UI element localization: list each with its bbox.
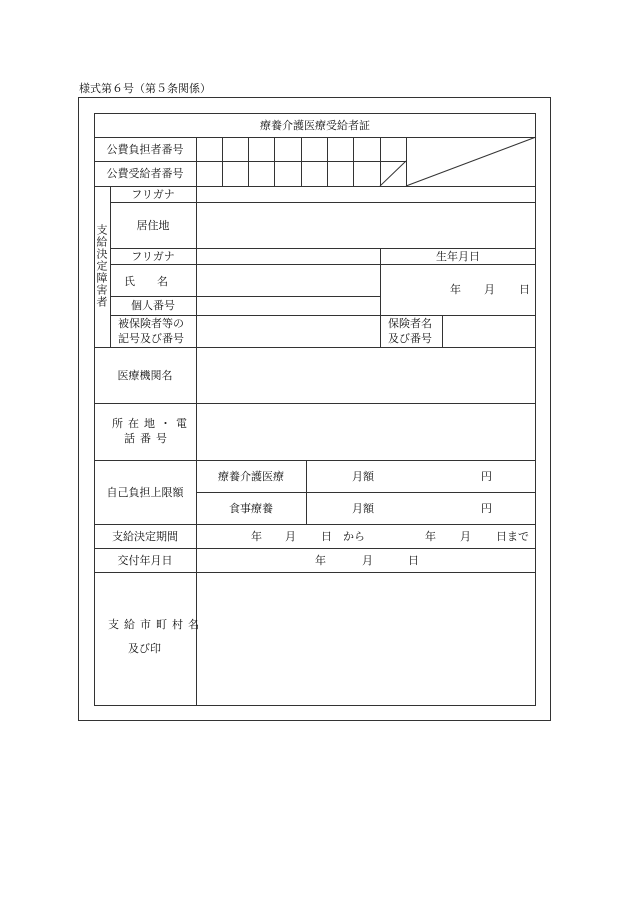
payer-number-label: 公費負担者番号 bbox=[106, 143, 184, 156]
address-label: 居住地 bbox=[136, 219, 170, 232]
recipient-number-label: 公費受給者番号 bbox=[106, 167, 184, 180]
insurer-name-label-line2: 及び番号 bbox=[388, 332, 432, 345]
monthly-label-1: 月額 bbox=[352, 470, 374, 483]
issue-month: 月 bbox=[362, 554, 373, 567]
meal-care-label: 食事療養 bbox=[229, 502, 273, 515]
form-number: 様式第６号（第５条関係） bbox=[79, 82, 211, 95]
self-limit-label: 自己負担上限額 bbox=[106, 486, 184, 499]
period-day-until: 日まで bbox=[496, 530, 529, 543]
yen-label-2: 円 bbox=[481, 502, 492, 515]
birth-day: 日 bbox=[519, 283, 530, 296]
issue-day: 日 bbox=[408, 554, 419, 567]
location-phone-label-line2: 話番号 bbox=[124, 432, 172, 445]
issue-year: 年 bbox=[315, 554, 326, 567]
municipality-label-line2: 及び印 bbox=[128, 642, 161, 655]
yen-label-1: 円 bbox=[481, 470, 492, 483]
location-phone-label-line1: 所在地・電 bbox=[112, 417, 192, 430]
disabled-person-group-label: 支給決定障害者 bbox=[95, 224, 108, 308]
period-label: 支給決定期間 bbox=[112, 530, 178, 543]
certificate-title: 療養介護医療受給者証 bbox=[260, 119, 370, 132]
period-year-1: 年 bbox=[251, 530, 262, 543]
period-day-from: 日 から bbox=[321, 530, 365, 543]
issue-date-label: 交付年月日 bbox=[117, 554, 173, 567]
insurer-name-label-line1: 保険者名 bbox=[388, 317, 432, 330]
furigana-label-2: フリガナ bbox=[131, 250, 175, 263]
period-month-1: 月 bbox=[285, 530, 296, 543]
monthly-label-2: 月額 bbox=[352, 502, 374, 515]
personal-number-label: 個人番号 bbox=[131, 299, 175, 312]
medical-institution-label: 医療機関名 bbox=[117, 369, 173, 382]
birth-date-label: 生年月日 bbox=[436, 250, 480, 263]
name-label: 氏 名 bbox=[124, 275, 168, 288]
birth-month: 月 bbox=[484, 283, 495, 296]
care-medical-label: 療養介護医療 bbox=[218, 470, 284, 483]
furigana-label-1: フリガナ bbox=[131, 188, 175, 201]
municipality-label-line1: 支給市町村名 bbox=[108, 618, 204, 631]
period-month-2: 月 bbox=[460, 530, 471, 543]
period-year-2: 年 bbox=[425, 530, 436, 543]
birth-year: 年 bbox=[450, 283, 461, 296]
insured-symbol-label-line2: 記号及び番号 bbox=[118, 332, 184, 345]
insured-symbol-label-line1: 被保険者等の bbox=[118, 317, 184, 330]
